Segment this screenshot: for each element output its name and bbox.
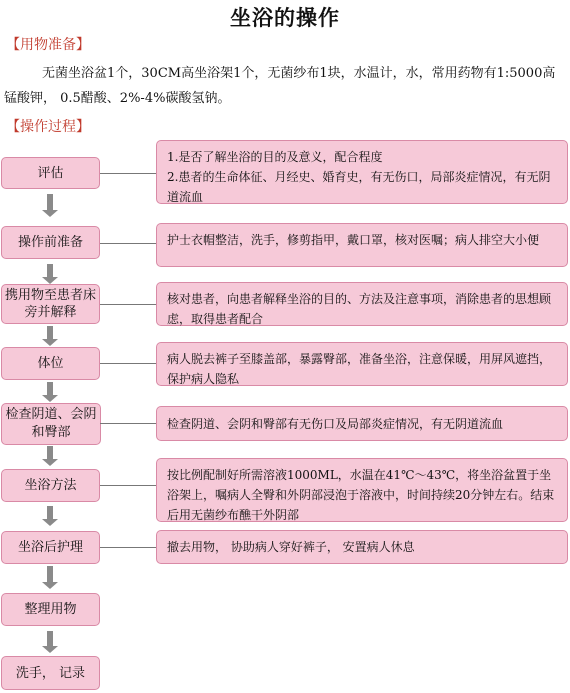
down-arrow-icon (42, 631, 58, 653)
desc-line: 检查阴道、会阴和臀部有无伤口及局部炎症情况，有无阴道流血 (167, 417, 504, 431)
step-desc-assessment (156, 140, 568, 204)
desc-line: 按比例配制好所需溶液1000ML，水温在41℃～43℃，将坐浴盆置于坐浴架上，嘱病人全臀和外阴部浸泡于溶液中，时间持续20分钟左右。结束后用无菌纱布醮干外阴部 (167, 468, 555, 522)
desc-line: 1.是否了解坐浴的目的及意义，配合程度 (167, 150, 383, 164)
down-arrow-icon (42, 326, 58, 346)
step-desc-explain (156, 282, 568, 326)
process-heading: 【操作过程】 (6, 119, 90, 135)
step-box-preparation (1, 226, 100, 259)
connector-line (100, 485, 156, 486)
connector-line (100, 547, 156, 548)
connector-line (100, 423, 156, 424)
step-desc-aftercare (156, 530, 568, 564)
step-box-method (1, 469, 100, 502)
step-desc-inspection (156, 406, 568, 441)
step-box-position (1, 347, 100, 380)
step-label: 整理用物 (24, 602, 77, 617)
step-box-aftercare (1, 531, 100, 564)
materials-heading: 【用物准备】 (6, 37, 90, 53)
step-label: 坐浴后护理 (17, 540, 83, 555)
step-desc-preparation (156, 223, 568, 267)
connector-line (100, 243, 156, 244)
step-label: 洗手， 记录 (15, 665, 86, 681)
step-box-inspection (1, 403, 101, 445)
step-label: 评估 (37, 165, 64, 181)
desc-line: 病人脱去裤子至膝盖部，暴露臀部，准备坐浴，注意保暖，用屏风遮挡，保护病人隐私 (167, 352, 552, 386)
step-label: 操作前准备 (17, 235, 83, 250)
step-desc-position (156, 342, 568, 386)
connector-line (100, 363, 156, 364)
connector-line (100, 173, 156, 174)
materials-text: 无菌坐浴盆1个，30CM高坐浴架1个，无菌纱布1块，水温计，水，常用药物有1:5000高锰酸钾， 0.5醋酸、2%-4%碳酸氢钠。 (4, 66, 556, 106)
down-arrow-icon (42, 506, 58, 526)
down-arrow-icon (42, 446, 58, 466)
down-arrow-icon (42, 382, 58, 402)
desc-line: 护士衣帽整洁，洗手，修剪指甲，戴口罩，核对医嘱；病人排空大小便 (167, 233, 540, 247)
step-box-assessment (1, 157, 100, 189)
down-arrow-icon (42, 194, 58, 217)
step-label: 坐浴方法 (24, 478, 77, 493)
connector-line (100, 304, 156, 305)
step-label: 体位 (37, 356, 64, 371)
page-title: 坐浴的操作 (230, 6, 340, 30)
step-desc-method (156, 458, 568, 522)
down-arrow-icon (42, 566, 58, 589)
step-label: 检查阴道、会阴和臀部 (5, 407, 97, 440)
desc-line: 核对患者，向患者解释坐浴的目的、方法及注意事项，消除患者的思想顾虑，取得患者配合 (167, 292, 552, 326)
desc-line: 撤去用物， 协助病人穿好裤子， 安置病人休息 (167, 540, 415, 554)
step-box-tidy (1, 593, 100, 626)
desc-line: 2.患者的生命体征、月经史、婚育史，有无伤口，局部炎症情况，有无阴道流血 (167, 170, 551, 204)
down-arrow-icon (42, 264, 58, 284)
step-box-record (1, 656, 100, 690)
step-label: 携用物至患者床旁并解释 (4, 288, 96, 320)
step-box-explain (1, 284, 100, 324)
